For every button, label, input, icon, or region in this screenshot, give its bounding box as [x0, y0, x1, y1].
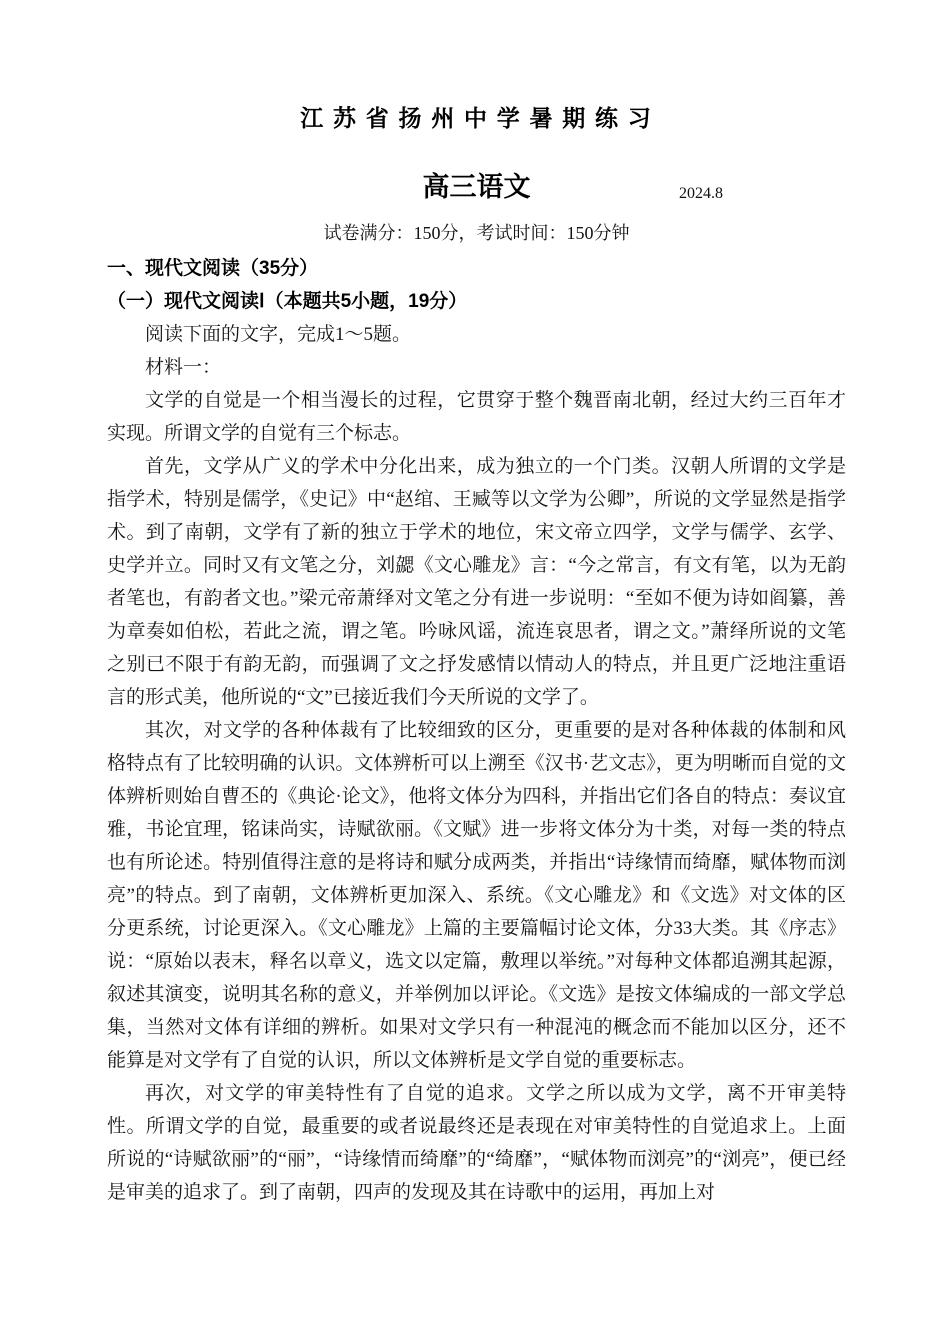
- material-one-label: 材料一：: [145, 357, 222, 378]
- material-paragraph-4: 再次，对文学的审美特性有了自觉的追求。文学之所以成为文学，离不开审美特性。所谓文学的自觉，最重要的或者说最终还是表现在对审美特性的自觉追求上。上面所说的“诗赋欲丽”的“丽”，“诗缘情而绮靡”的“绮靡”，“赋体物而浏亮”的“浏亮”，便已经是审美的追求了。到了南朝，四声的发现及其在诗歌中的运用，再加上对: [107, 1083, 846, 1203]
- exam-meta-line: 试卷满分：150分，考试时间：150分钟: [323, 223, 630, 243]
- section-heading-modern-reading: 一、现代文阅读（35分）: [107, 258, 319, 279]
- material-paragraph-3: 其次，对文学的各种体裁有了比较细致的区分，更重要的是对各种体裁的体制和风格特点有了比较明确的认识。文体辨析可以上溯至《汉书·艺文志》，更为明晰而自觉的文体辨析则始自曹丕的《典论·论文》，他将文体分为四科，并指出它们各自的特点：奏议宜雅，书论宜理，铭诔尚实，诗赋欲丽。《文赋》进一步将文体分为十类，对每一类的特点也有所论述。特别值得注意的是将诗和赋分成两类，并指出“诗缘情而绮靡，赋体物而浏亮”的特点。到了南朝，文体辨析更加深入、系统。《文心雕龙》和《文选》对文体的区分更系统，讨论更深入。《文心雕龙》上篇的主要篇幅讨论文体，分33大类。其《序志》说：“原始以表末，释名以章义，选文以定篇，敷理以举统。”对每种文体都追溯其起源，叙述其演变，说明其名称的意义，并举例加以评论。《文选》是按文体编成的一部文学总集，当然对文体有详细的辨析。如果对文学只有一种混沌的概念而不能加以区分，还不能算是对文学有了自觉的认识，所以文体辨析是文学自觉的重要标志。: [107, 720, 846, 1071]
- subject-title: 高三语文: [422, 172, 531, 202]
- material-paragraph-1: 文学的自觉是一个相当漫长的过程，它贯穿于整个魏晋南北朝，经过大约三百年才实现。所谓文学的自觉有三个标志。: [107, 390, 846, 444]
- subsection-heading-modern-reading-1: （一）现代文阅读Ⅰ（本题共5小题，19分）: [107, 291, 468, 312]
- subject-row: [107, 168, 846, 206]
- material-paragraph-2: 首先，文学从广义的学术中分化出来，成为独立的一个门类。汉朝人所谓的文学是指学术，特别是儒学，《史记》中“赵绾、王臧等以文学为公卿”，所说的文学显然是指学术。到了南朝，文学有了新的独立于学术的地位，宋文帝立四学，文学与儒学、玄学、史学并立。同时又有文笔之分，刘勰《文心雕龙》言：“今之常言，有文有笔，以为无韵者笔也，有韵者文也。”梁元帝萧绎对文笔之分有进一步说明：“至如不便为诗如阎纂，善为章奏如伯松，若此之流，谓之笔。吟咏风谣，流连哀思者，谓之文。”萧绎所说的文笔之别已不限于有韵无韵，而强调了文之抒发感情以情动人的特点，并且更广泛地注重语言的形式美，他所说的“文”已接近我们今天所说的文学了。: [107, 456, 846, 708]
- exam-date: 2024.8: [679, 185, 723, 202]
- reading-instruction: 阅读下面的文字，完成1～5题。: [145, 324, 412, 345]
- document-title: 江 苏 省 扬 州 中 学 暑 期 练 习: [300, 106, 653, 131]
